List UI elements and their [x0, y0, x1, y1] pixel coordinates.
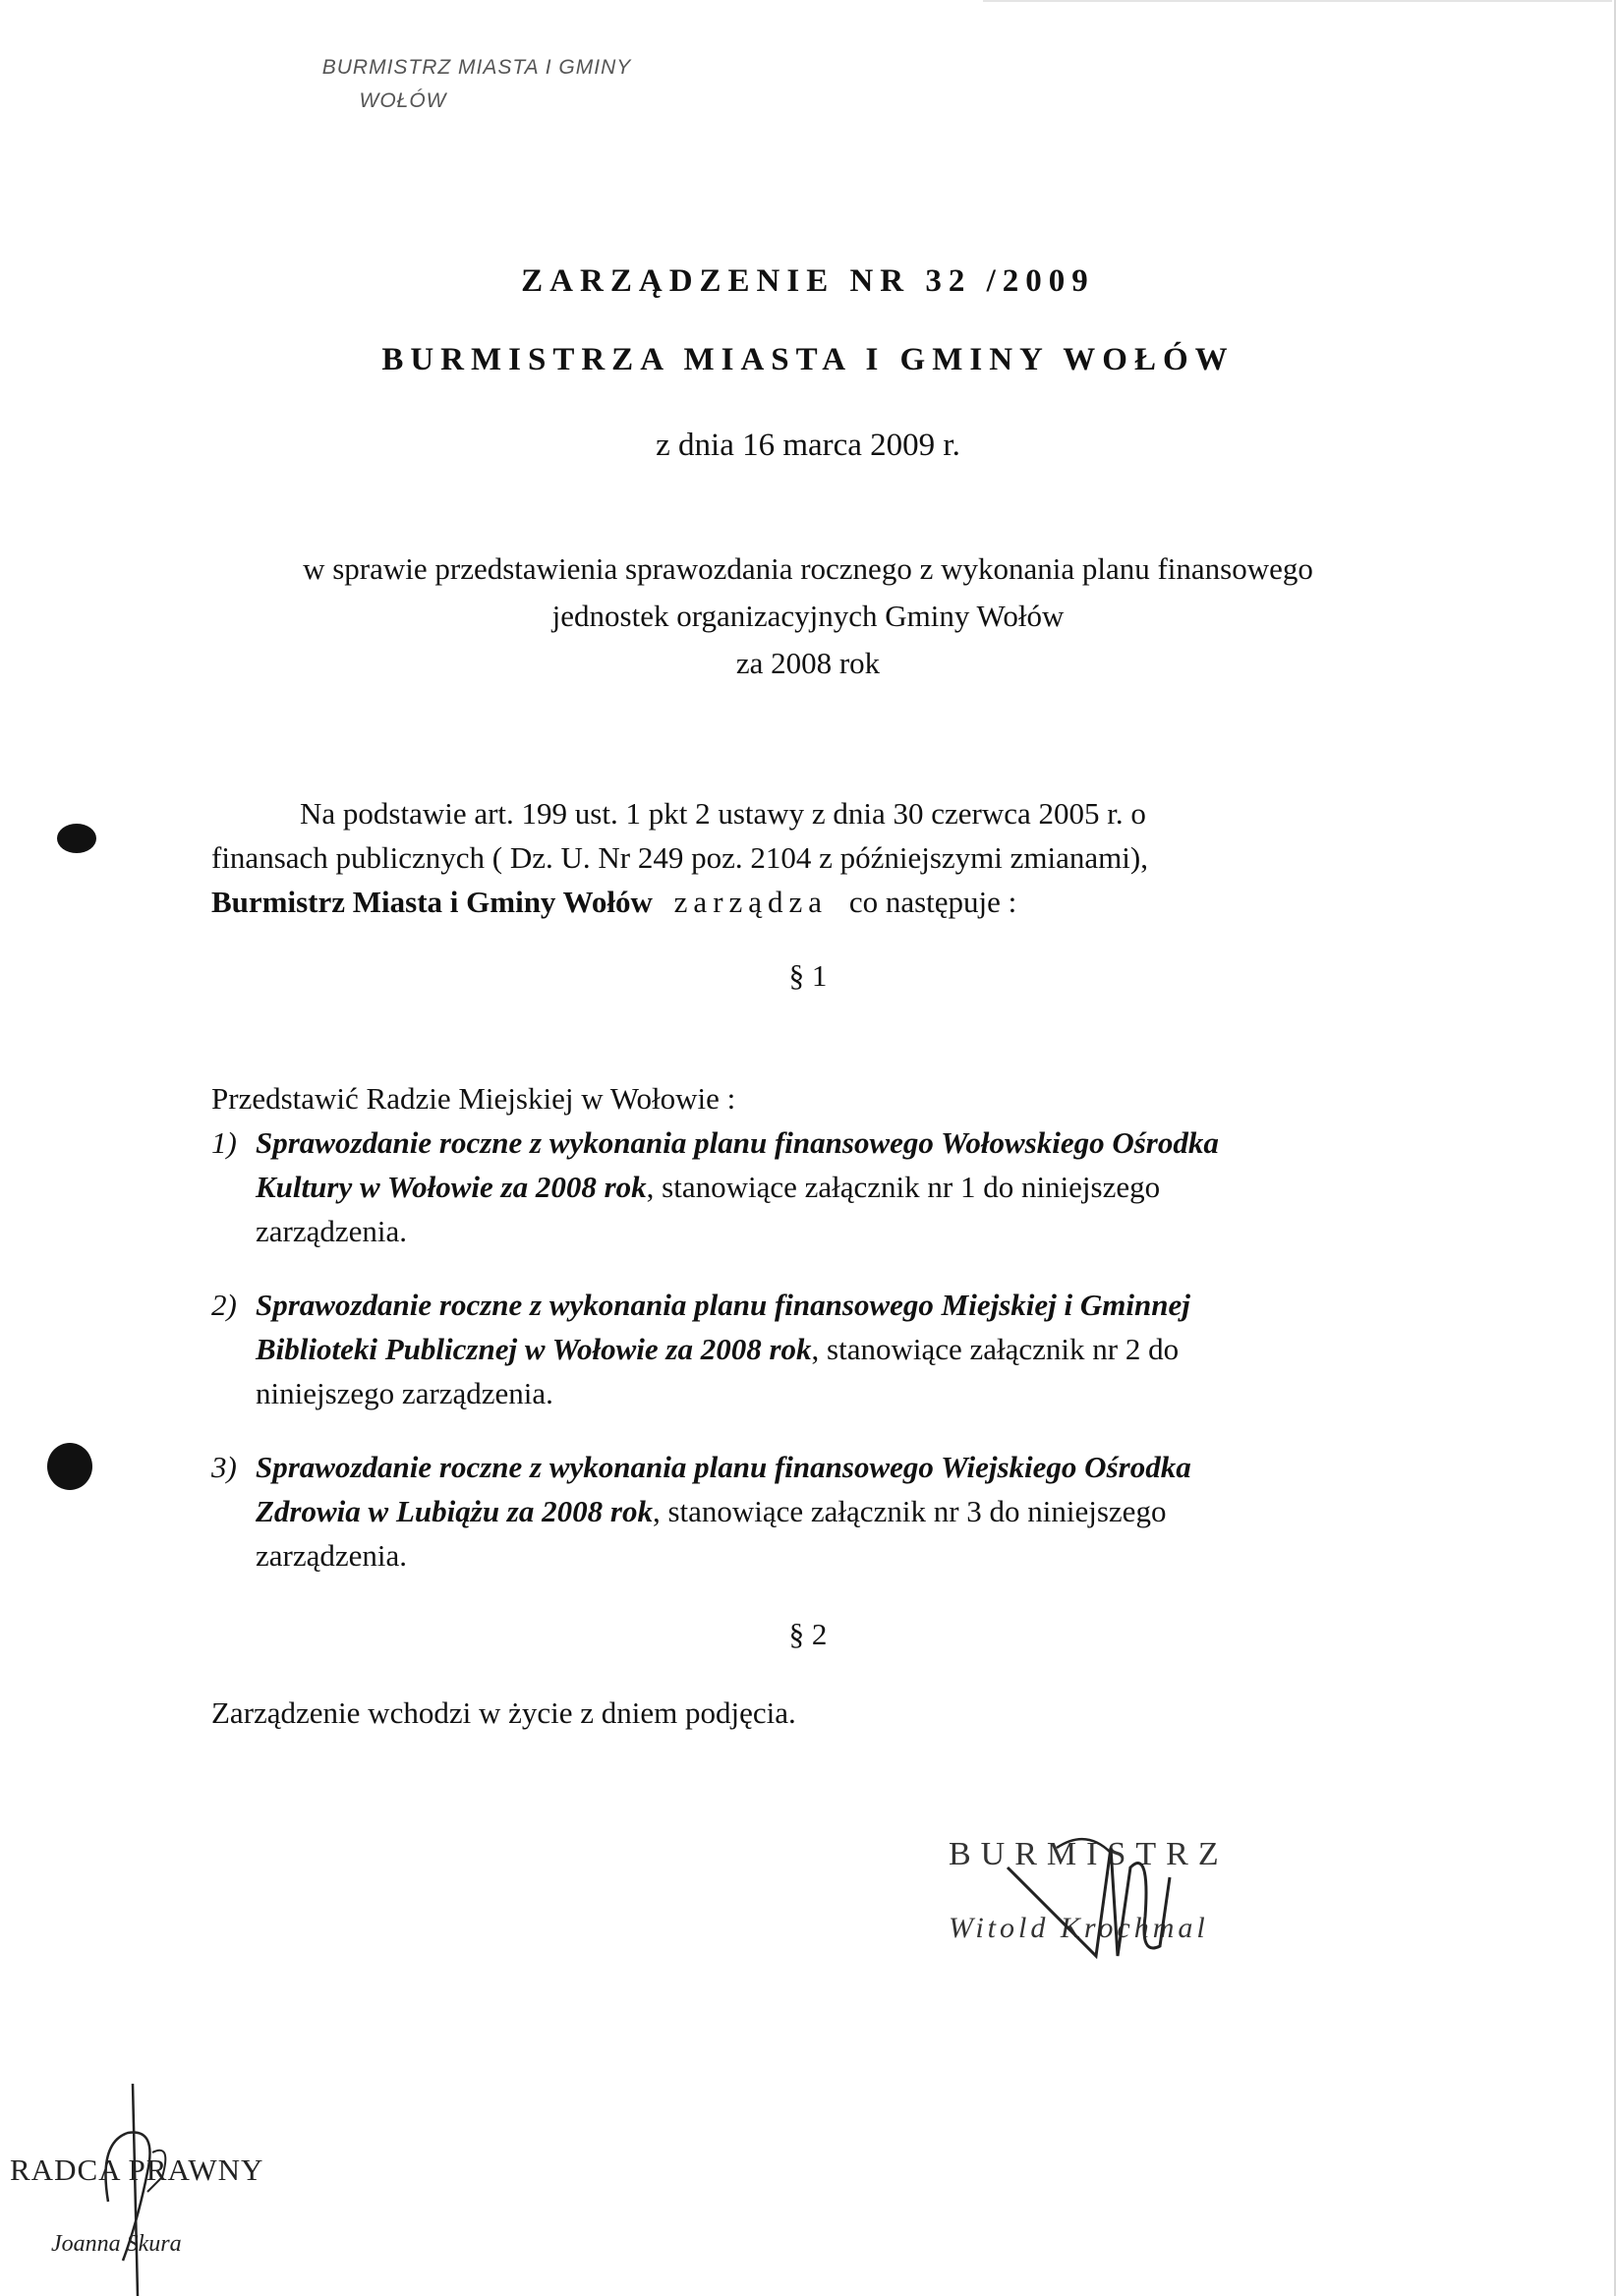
list-item [211, 1445, 1391, 1578]
punch-hole-mark [47, 1443, 92, 1490]
item-rest: , stanowiące załącznik nr 2 do [811, 1332, 1180, 1366]
item-number: 1) [211, 1125, 237, 1160]
item-end: niniejszego zarządzenia. [256, 1376, 553, 1410]
subject-line1: w sprawie przedstawienia sprawozdania rocznego z wykonania planu finansowego [303, 551, 1313, 586]
preamble-line2: finansach publicznych ( Dz. U. Nr 249 poz. 2104 z późniejszymi zmianami), [211, 840, 1148, 875]
document-title-issuer: BURMISTRZA MIASTA I GMINY WOŁÓW [381, 342, 1235, 377]
section1-intro: Przedstawić Radzie Miejskiej w Wołowie : [211, 1081, 736, 1116]
document-subject [0, 545, 1616, 687]
item-rest: , stanowiące załącznik nr 3 do niniejszego [652, 1494, 1167, 1528]
item-number: 3) [211, 1450, 237, 1484]
item-number: 2) [211, 1288, 237, 1322]
scan-edge-top [983, 0, 1612, 2]
mayor-name: Witold Krochmal [949, 1912, 1209, 1944]
legal-advisor-title: RADCA PRAWNY [10, 2152, 264, 2187]
preamble-end: co następuje : [848, 885, 1017, 919]
item-end: zarządzenia. [256, 1538, 408, 1573]
item-title-cont: Zdrowia w Lubiążu za 2008 rok [256, 1494, 653, 1528]
preamble [300, 791, 1460, 835]
preamble-line3 [211, 880, 1450, 924]
legal-advisor-handwritten-signature [10, 2084, 324, 2296]
preamble-issuer: Burmistrz Miasta i Gminy Wołów [211, 885, 653, 919]
scan-mark-top [57, 824, 96, 853]
mayor-title: BURMISTRZ [949, 1836, 1229, 1872]
item-title: Sprawozdanie roczne z wykonania planu finansowego Miejskiej i Gminnej [256, 1288, 1190, 1322]
preamble-decrees: zarządza [673, 885, 829, 919]
section-sign-2: § 2 [788, 1617, 828, 1651]
legal-advisor-name: Joanna Skura [51, 2231, 182, 2257]
legal-advisor-stamp [10, 2084, 324, 2296]
mayor-signature-stamp [939, 1808, 1332, 2005]
item-rest: , stanowiące załącznik nr 1 do niniejszego [646, 1170, 1161, 1204]
item-title-cont: Biblioteki Publicznej w Wołowie za 2008 rok [256, 1332, 812, 1366]
list-item [211, 1283, 1391, 1415]
office-stamp-line1: BURMISTRZ MIASTA I GMINY [321, 56, 632, 79]
document-title-number: ZARZĄDZENIE NR 32 /2009 [521, 263, 1095, 299]
item-title-cont: Kultury w Wołowie za 2008 rok [256, 1170, 647, 1204]
preamble-line1: Na podstawie art. 199 ust. 1 pkt 2 ustawy z dnia 30 czerwca 2005 r. o [300, 796, 1146, 831]
item-title: Sprawozdanie roczne z wykonania planu finansowego Wołowskiego Ośrodka [256, 1125, 1219, 1160]
subject-line3: za 2008 rok [735, 646, 881, 680]
office-stamp [270, 51, 683, 117]
document-date: z dnia 16 marca 2009 r. [656, 428, 960, 463]
list-item [211, 1120, 1391, 1253]
section2-text: Zarządzenie wchodzi w życie z dniem podjęcia. [211, 1695, 796, 1730]
preamble-cont [211, 835, 1450, 924]
item-end: zarządzenia. [256, 1214, 408, 1248]
subject-line2: jednostek organizacyjnych Gminy Wołów [551, 599, 1065, 633]
office-stamp-line2: WOŁÓW [359, 88, 447, 112]
item-title: Sprawozdanie roczne z wykonania planu finansowego Wiejskiego Ośrodka [256, 1450, 1191, 1484]
section-sign-1: § 1 [788, 958, 828, 993]
mayor-handwritten-signature [939, 1808, 1332, 2005]
